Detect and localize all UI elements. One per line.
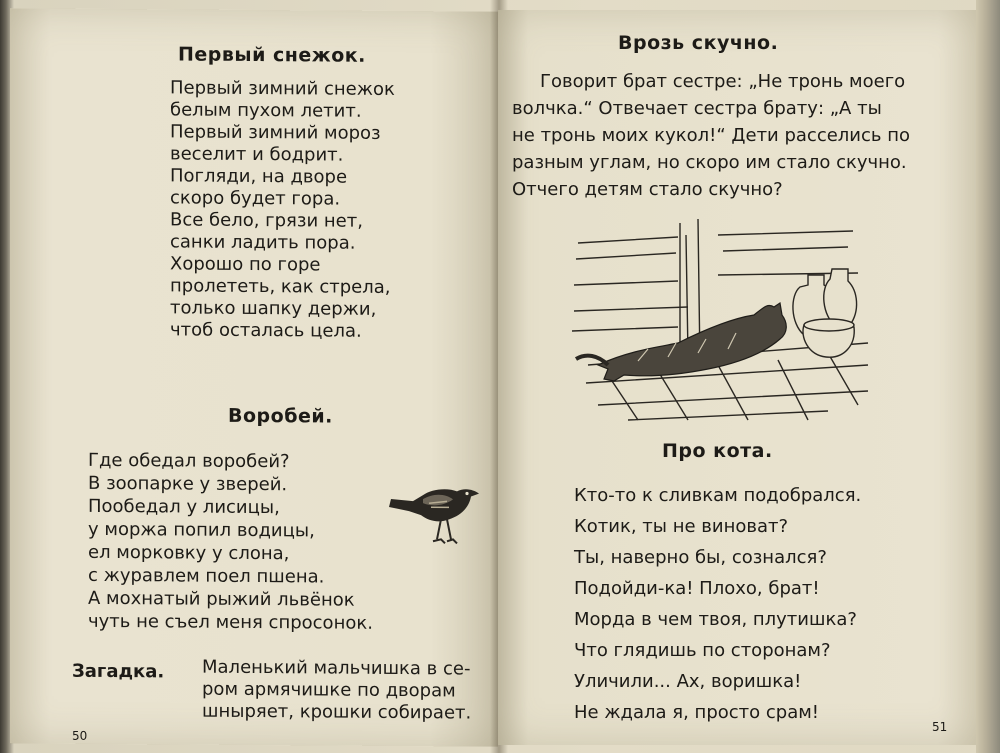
page-number-left: 50 <box>72 728 88 743</box>
poem-line: чтоб осталась цела. <box>170 319 362 342</box>
poem-line: Ты, наверно бы, сознался? <box>574 547 827 568</box>
poem-line: скоро будет гора. <box>170 187 341 210</box>
poem-line: В зоопарке у зверей. <box>88 472 288 496</box>
poem-title-sparrow: Воробей. <box>228 404 333 428</box>
story-line: не тронь моих кукол!“ Дети расселись по <box>512 125 911 146</box>
poem-line: Что глядишь по сторонам? <box>574 640 831 661</box>
poem-line: пролететь, как стрела, <box>170 275 391 298</box>
poem-line: Уличили... Ах, воришка! <box>574 671 802 692</box>
story-line: Отчего детям стало скучно? <box>512 179 783 200</box>
page-number-right: 51 <box>932 720 948 734</box>
poem-line: Подойди-ка! Плохо, брат! <box>574 578 820 599</box>
riddle-text <box>202 657 471 725</box>
poem-line: у моржа попил водицы, <box>88 518 315 542</box>
story-line: разным углам, но скоро им стало скучно. <box>512 152 907 173</box>
story-line: волчка.“ Отвечает сестра брату: „А ты <box>512 98 882 119</box>
poem-line: с журавлем поел пшена. <box>88 564 325 588</box>
poem-line: веселит и бодрит. <box>170 143 344 166</box>
poem-title-about-cat: Про кота. <box>662 440 773 462</box>
story-line: Говорит брат сестре: „Не тронь моего <box>540 71 906 92</box>
poem-line: Морда в чем твоя, плутишка? <box>574 609 857 630</box>
page-edges <box>976 0 1000 753</box>
left-page <box>10 8 498 746</box>
poem-line: Не ждала я, просто срам! <box>574 702 820 723</box>
riddle-line: ром армячишке по дворам <box>202 678 456 702</box>
poem-line: чуть не съел меня спросонок. <box>88 610 373 634</box>
riddle-line: Маленький мальчишка в се- <box>202 656 471 680</box>
poem-about-cat <box>574 480 861 728</box>
poem-title-first-snow: Первый снежок. <box>178 43 366 67</box>
poem-line: Хорошо по горе <box>170 253 321 276</box>
cat-and-jugs-icon <box>568 215 878 430</box>
poem-line: Кто-то к сливкам подобрался. <box>574 485 862 506</box>
poem-line: Где обедал воробей? <box>88 449 290 473</box>
poem-sparrow <box>88 449 373 635</box>
poem-line: А мохнатый рыжий львёнок <box>88 587 355 611</box>
poem-line: Погляди, на дворе <box>170 165 348 188</box>
poem-line: только шапку держи, <box>170 297 377 320</box>
riddle-label: Загадка. <box>72 660 165 683</box>
poem-line: санки ладить пора. <box>170 231 356 254</box>
story-text <box>512 68 910 203</box>
right-page <box>498 10 976 745</box>
poem-line: Первый зимний мороз <box>170 121 381 144</box>
poem-first-snow <box>170 77 395 343</box>
riddle-line: шныряет, крошки собирает. <box>202 700 472 724</box>
poem-line: Котик, ты не виноват? <box>574 516 789 537</box>
poem-line: ел морковку у слона, <box>88 541 290 565</box>
poem-line: Все бело, грязи нет, <box>170 209 363 232</box>
sparrow-icon <box>385 477 485 550</box>
poem-line: Первый зимний снежок <box>170 77 395 100</box>
poem-line: Пообедал у лисицы, <box>88 495 280 519</box>
story-title-apart-boring: Врозь скучно. <box>618 32 779 54</box>
poem-line: белым пухом летит. <box>170 99 362 122</box>
